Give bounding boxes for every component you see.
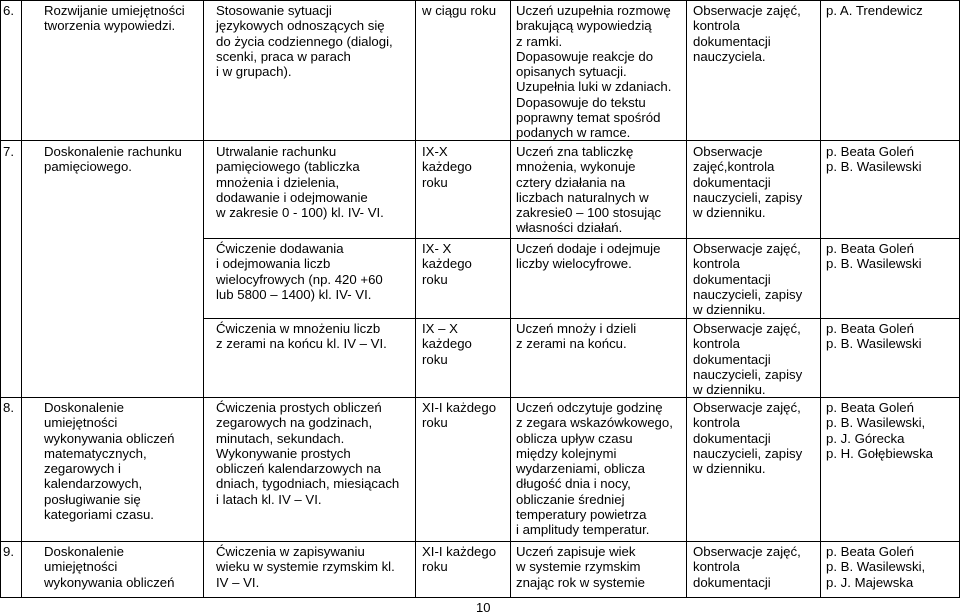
- monitoring-cell: Obserwacje zajęć, kontrola dokumentacji nauczycieli, zapisy w dzienniku.: [693, 321, 803, 398]
- skill-cell: Doskonalenie rachunku pamięciowego.: [44, 144, 182, 175]
- row-number: 7.: [3, 144, 14, 159]
- responsible-cell: p. A. Trendewicz: [826, 3, 923, 18]
- row-divider: [0, 140, 960, 141]
- column-divider: [203, 0, 204, 598]
- row-divider: [0, 397, 960, 398]
- column-divider: [686, 0, 687, 598]
- criteria-cell: Uczeń dodaje i odejmuje liczby wielocyfrowe.: [516, 241, 661, 272]
- criteria-cell: Uczeń odczytuje godzinę z zegara wskazówkowego, oblicza upływ czasu między kolejnymi wydarzeniami, oblicza długość dnia i nocy, obliczanie średniej temperatury powietrza i amplitudy temperatur.: [516, 400, 673, 538]
- activities-cell: Ćwiczenia w zapisywaniu wieku w systemie rzymskim kl. IV – VI.: [216, 544, 395, 590]
- row-divider: [0, 541, 960, 542]
- column-divider: [820, 0, 821, 598]
- skill-cell: Doskonalenie umiejętności wykonywania obliczeń: [44, 544, 175, 590]
- time-cell: IX-X każdego roku: [422, 144, 472, 190]
- row-number: 6.: [3, 3, 14, 18]
- time-cell: XI-I każdego roku: [422, 544, 497, 575]
- responsible-cell: p. Beata Goleń p. B. Wasilewski: [826, 241, 922, 272]
- column-divider: [21, 0, 22, 598]
- activities-cell: Ćwiczenia w mnożeniu liczb z zerami na końcu kl. IV – VI.: [216, 321, 387, 352]
- activities-cell: Stosowanie sytuacji językowych odnoszących się do życia codziennego (dialogi, scenki, praca w parach i w grupach).: [216, 3, 393, 80]
- time-cell: IX- X każdego roku: [422, 241, 472, 287]
- skill-cell: Rozwijanie umiejętności tworzenia wypowiedzi.: [44, 3, 185, 34]
- row-number: 8.: [3, 400, 14, 415]
- column-divider: [0, 0, 1, 598]
- row-divider: [203, 238, 960, 239]
- responsible-cell: p. Beata Goleń p. B. Wasilewski, p. J. Majewska: [826, 544, 926, 590]
- row-divider: [0, 597, 960, 598]
- column-divider: [510, 0, 511, 598]
- row-divider: [203, 318, 960, 319]
- row-number: 9.: [3, 544, 14, 559]
- row-divider: [0, 0, 960, 1]
- responsible-cell: p. Beata Goleń p. B. Wasilewski, p. J. Górecka p. H. Gołębiewska: [826, 400, 934, 461]
- criteria-cell: Uczeń uzupełnia rozmowę brakującą wypowiedzią z ramki. Dopasowuje reakcje do opisanych sytuacji. Uzupełnia luki w zdaniach. Dopasowuje do tekstu poprawny temat spośród podanych w ramce.: [516, 3, 672, 141]
- time-cell: IX – X każdego roku: [422, 321, 472, 367]
- monitoring-cell: Obserwacje zajęć, kontrola dokumentacji nauczycieli, zapisy w dzienniku.: [693, 400, 803, 477]
- skill-cell: Doskonalenie umiejętności wykonywania obliczeń matematycznych, zegarowych i kalendarzowych, posługiwanie się kategoriami czasu.: [44, 400, 175, 523]
- activities-cell: Ćwiczenia prostych obliczeń zegarowych na godzinach, minutach, sekundach. Wykonywanie prostych obliczeń kalendarzowych na dniach, tygodniach, miesiącach i latach kl. IV – VI.: [216, 400, 400, 507]
- time-cell: w ciągu roku: [422, 3, 497, 18]
- activities-cell: Utrwalanie rachunku pamięciowego (tabliczka mnożenia i dzielenia, dodawanie i odejmowanie w zakresie 0 - 100) kl. IV- VI.: [216, 144, 384, 221]
- monitoring-cell: Obserwacje zajęć,kontrola dokumentacji nauczycieli, zapisy w dzienniku.: [693, 144, 803, 221]
- criteria-cell: Uczeń zapisuje wiek w systemie rzymskim znając rok w systemie: [516, 544, 645, 590]
- page-number: 10: [476, 600, 491, 615]
- responsible-cell: p. Beata Goleń p. B. Wasilewski: [826, 144, 922, 175]
- monitoring-cell: Obserwacje zajęć, kontrola dokumentacji nauczyciela.: [693, 3, 801, 64]
- monitoring-cell: Obserwacje zajęć, kontrola dokumentacji: [693, 544, 801, 590]
- criteria-cell: Uczeń zna tabliczkę mnożenia, wykonuje cztery działania na liczbach naturalnych w zakresie0 – 100 stosując własności działań.: [516, 144, 662, 236]
- activities-cell: Ćwiczenie dodawania i odejmowania liczb wielocyfrowych (np. 420 +60 lub 5800 – 1400) kl. IV- VI.: [216, 241, 383, 302]
- responsible-cell: p. Beata Goleń p. B. Wasilewski: [826, 321, 922, 352]
- criteria-cell: Uczeń mnoży i dzieli z zerami na końcu.: [516, 321, 637, 352]
- time-cell: XI-I każdego roku: [422, 400, 497, 431]
- monitoring-cell: Obserwacje zajęć, kontrola dokumentacji nauczycieli, zapisy w dzienniku.: [693, 241, 803, 318]
- column-divider: [415, 0, 416, 598]
